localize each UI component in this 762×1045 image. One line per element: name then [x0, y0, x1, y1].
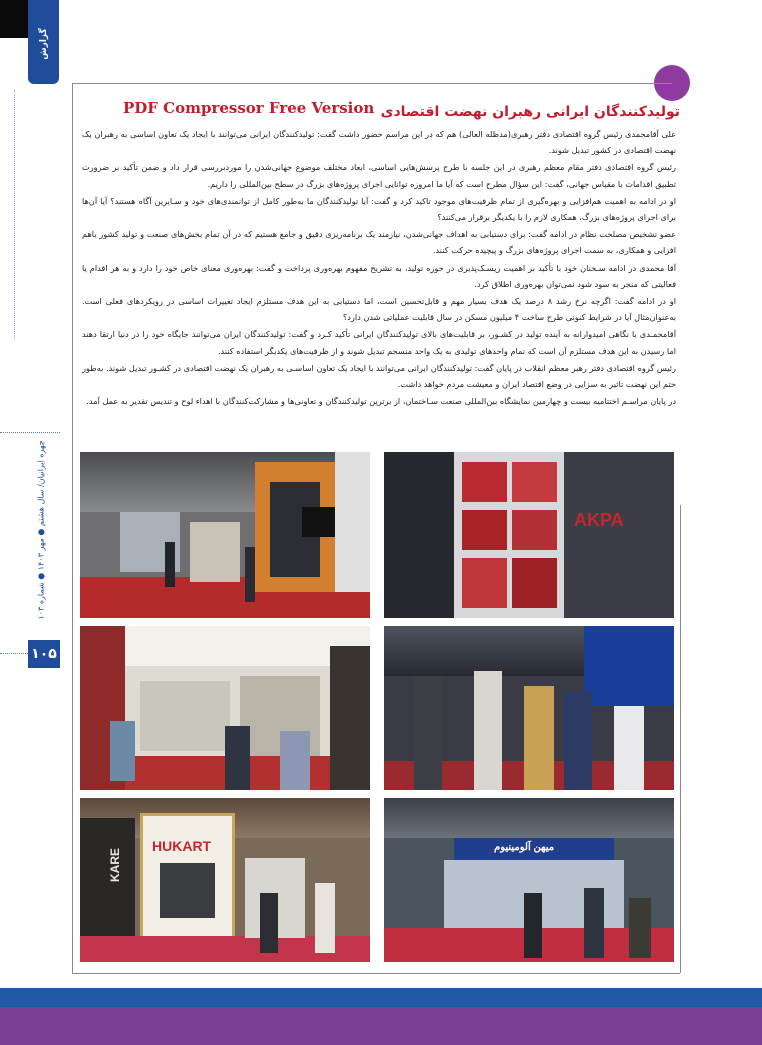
section-tab [28, 0, 59, 84]
article-paragraph: رئیس گروه اقتصادی دفتر رهبر معظم انقلاب در پایان گفت: تولیدکنندگان ایرانی می‌توانند با ایجاد یک تعاون اساسـی به رهبران یک نهضت اقتصادی در کشـور تبدیل شوند. به‌طور حتم این نهضت تاثیر به سزایی در وضع اقتصاد ایران و معیشت مردم خواهد داشت. [82, 362, 676, 390]
article-paragraph: او در ادامه به اهمیت هم‌افزایی و بهره‌گیری از تمام ظرفیت‌های موجود تاکید کرد و گفت: آیا تولیدکنندگان ما به‌طور کامل از توانمندی‌های خود و سـایرین آگاه هستند؟ آیا آن‌ها برای اجرای پروژه‌های بزرگ، همکاری لازم را با یکدیگر برقرار می‌کنند؟ [82, 195, 676, 223]
dotted-guide [14, 90, 15, 340]
section-tab-label: گزارش [38, 28, 49, 60]
exhibition-photo-2 [384, 452, 674, 618]
frame-bottom-border [72, 973, 680, 974]
kare-side-label: KARE [108, 847, 123, 883]
exhibition-photo-1 [80, 452, 370, 618]
mihan-banner-label: میهن آلومینیوم [494, 842, 555, 853]
article-paragraph: علی آقامحمدی رئیس گروه اقتصادی دفتر رهبری(مدظله العالی) هم که در این مراسم حضور داشت گفت: تولیدکنندگان ایرانی می‌توانند با ایجاد یک تعاون اساسی به رهبران یک نهضت اقتصادی در کشور تبدیل شوند. [82, 129, 676, 156]
exhibition-photo-5 [80, 798, 370, 962]
article-paragraph: آقا محمدی در ادامه سـخنان خود با تأکید بر اهمیت ریسـک‌پذیری در حوزه تولید، به تشریح مفهوم بهره‌وری پرداخت و گفت: بهره‌وری معنای خاص خود را دارد و به هر اقدام یا فعالیتی که منجر به سود شود نمی‌توان بهره‌وری اطلاق کرد. [82, 262, 676, 289]
frame-top-border [72, 83, 672, 84]
article-paragraph: او در ادامه گفت: اگرچه نرخ رشد ۸ درصد یک هدف بسیار مهم و قابل‌تحسین است، اما دستیابی به این هدف مستلزم ایجاد تغییرات اساسی در رویکردهای فعلی است. به‌عنوان‌مثال آیا در شرایط کنونی طرح ساخت ۴ میلیون مسکن در سال قابلیت عملیاتی شدن دارد؟ [82, 296, 676, 323]
top-corner-block [0, 0, 28, 38]
exhibition-photo-4 [384, 626, 674, 790]
page-headline: تولیدکنندگان ایرانی رهبران نهضت اقتصادی [380, 104, 680, 120]
magazine-info-text: چهره‌ ایرانیان/ سال هشتم ● مهر ۱۴۰۳ ● شماره ۱۰۳ [36, 440, 46, 620]
article-paragraph: عضو تشخیص مصلحت نظام در ادامه گفت: برای دستیابی به اهداف جهانی‌شدن، نیازمند یک برنامه‌ریزی دقیق و جامع هستیم که در آن تمام بخش‌های صنعت و تولید کشور باهم افزایی و همکاری، به سمت اجرای پروژه‌های بزرگ و پیچیده حرکت کنند. [82, 229, 676, 256]
watermark: PDF Compressor Free Version [123, 99, 375, 117]
article-paragraph: آقامحمـدی با نگاهی امیدوارانه به آینده تولید در کشـور، بر قابلیت‌های بالای تولیدکنندگان ایرانی تأکید کـرد و گفت: تولیدکنندگان ایران می‌توانند جایگاه خود را در دنیا ارتقا دهند اما رسیدن به این هدف مستلزم آن است که تمام واحدهای تولیدی به یک واحد منسجم تبدیل شوند و از ظرفیت‌های یکدیگر استفاده کنند. [82, 329, 676, 356]
page-number: ۱۰۵ [28, 640, 60, 668]
footer-bar-blue [0, 988, 762, 1007]
hukart-brand-label: HUKART [152, 838, 212, 854]
magazine-info [29, 430, 53, 630]
article-paragraph: در پایان مراسـم اختتامیه بیست و چهارمین نمایشگاه بین‌المللی صنعت سـاختمان، از برترین تولیدکنندگان و تعاونی‌ها و مشارکت‌کنندگان با اهداء لوح و تندیس تقدیر به عمل آمد. [86, 396, 676, 407]
exhibition-photo-6 [384, 798, 674, 962]
footer-bar-purple [0, 1007, 762, 1045]
article-paragraph: رئیس گروه اقتصادی دفتر مقام معظم رهبری در این جلسه با طرح پرسش‌هایی اساسی، ابعاد مختلف موضوع جهانی‌شدن را موردبررسی قرار داد و ضمن تأکید بر ضرورت تطبیق اقدامات با مقیاس جهانی، گفت: این سؤال مطرح است که آیا ما امروزه توانایی اجرای پروژه‌های بزرگ در سطح بین‌المللی را داریم. [82, 162, 676, 189]
article-body [82, 126, 676, 410]
exhibition-photo-3 [80, 626, 370, 790]
akpa-brand-label: AKPA [574, 510, 624, 530]
frame-right-border [680, 505, 681, 973]
frame-left-border [72, 83, 73, 973]
